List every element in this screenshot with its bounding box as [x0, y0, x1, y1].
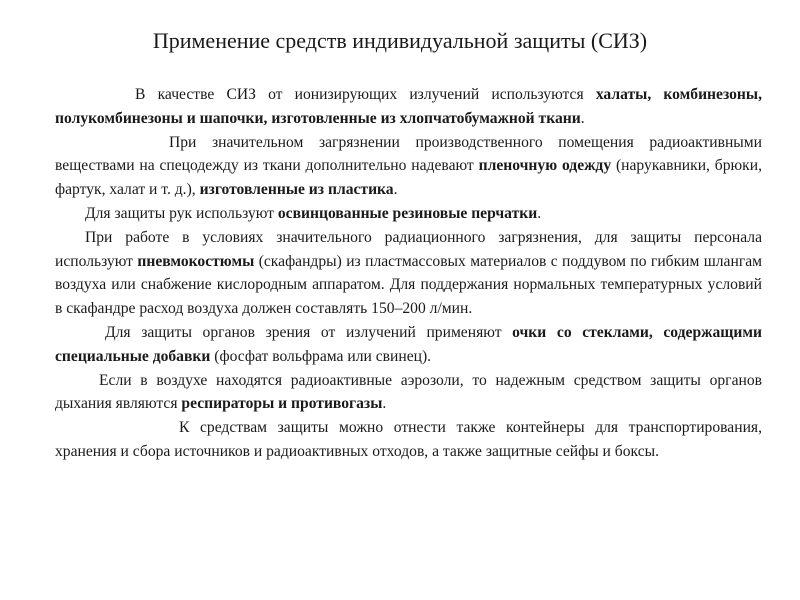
- paragraph-respirators: [55, 369, 762, 417]
- text-segment: При работе в условиях значительного радиационного загрязнения, для защиты персонала используют: [55, 228, 762, 270]
- paragraph-film-clothing: [55, 131, 762, 202]
- paragraph-clothing: [55, 83, 762, 131]
- text-segment: Если в воздухе находятся радиоактивные аэрозоли, то надежным средством защиты органов дыхания являются: [55, 371, 762, 413]
- text-segment: .: [382, 395, 387, 413]
- text-segment-bold: изготовленные из пластика: [199, 181, 394, 199]
- text-segment-bold: пленочную одежду: [478, 157, 612, 175]
- text-segment: .: [537, 204, 542, 222]
- slide-body: [55, 83, 762, 464]
- text-segment-bold: освинцованные резиновые перчатки: [277, 204, 538, 222]
- text-segment: В качестве СИЗ от ионизирующих излучений используются: [135, 86, 596, 103]
- text-segment: Для защиты рук используют: [85, 204, 278, 222]
- slide-title: Применение средств индивидуальной защиты (СИЗ): [152, 28, 648, 53]
- text-segment: К средствам защиты можно отнести также контейнеры для транспортирования, хранения и сбора источников и радиоактивных отходов, а также защитные сейфы и боксы.: [55, 419, 762, 460]
- text-segment: (фосфат вольфрама или свинец).: [210, 347, 432, 365]
- text-segment-bold: халаты, комбинезоны, полукомбинезоны и шапочки, изготовленные из хлопчатобумажной ткани: [55, 86, 762, 127]
- paragraph-containers: [55, 416, 762, 464]
- text-segment-bold: респираторы и противогазы: [181, 395, 383, 413]
- text-segment: Для защиты органов зрения от излучений применяют: [105, 323, 513, 341]
- text-segment: .: [393, 181, 398, 199]
- paragraph-gloves: [55, 202, 762, 226]
- text-segment: .: [580, 109, 585, 127]
- paragraph-eye-protection: [55, 321, 762, 369]
- text-segment: (скафандры) из пластмассовых материалов с поддувом по гибким шлангам воздуха или снабжение кислородным аппаратом. Для поддержания нормальных температурных условий в скафандре расход воздуха должен составлять 150–200 л/мин.: [55, 252, 763, 318]
- text-segment-bold: очки со стеклами, содержащими специальные добавки: [55, 323, 762, 365]
- text-segment: При значительном загрязнении производственного помещения радиоактивными веществами на спецодежду из ткани дополнительно надевают: [55, 133, 762, 175]
- text-segment-bold: пневмокостюмы: [137, 252, 255, 270]
- paragraph-pneumosuits: [55, 226, 762, 321]
- text-segment: (нарукавники, брюки, фартук, халат и т. д.),: [55, 157, 762, 199]
